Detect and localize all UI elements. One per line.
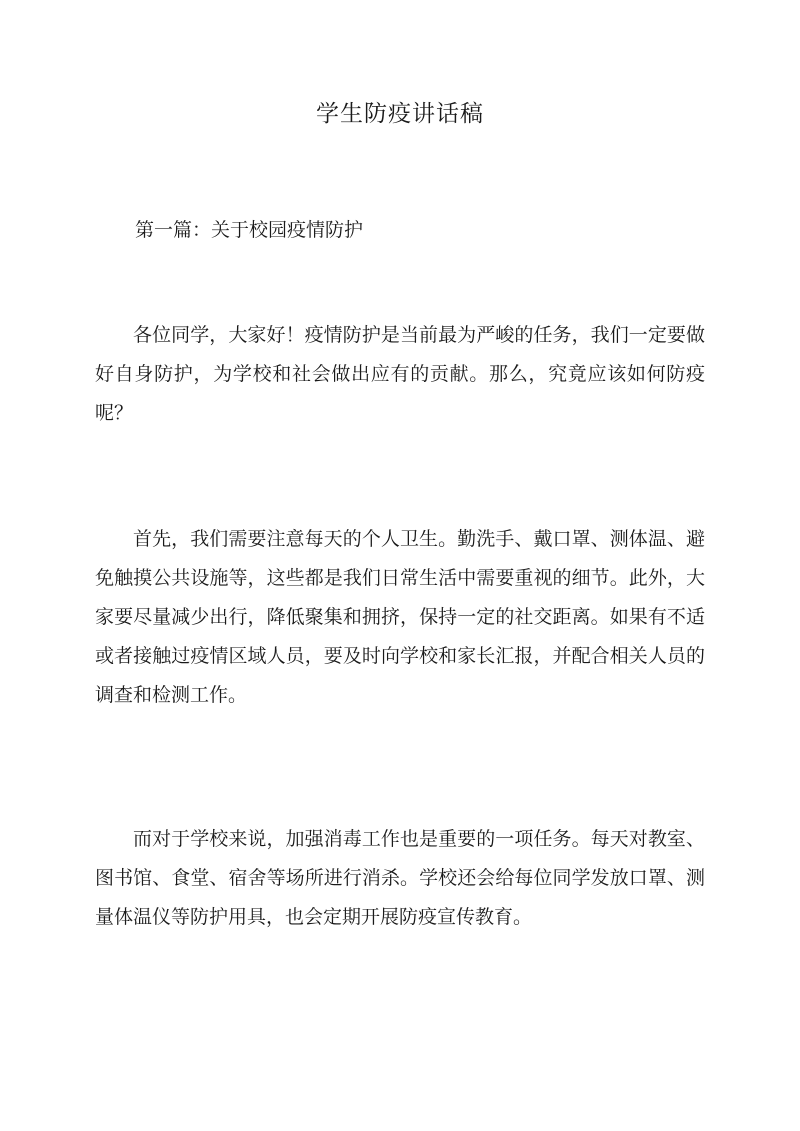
page-title: 学生防疫讲话稿 [316,101,484,127]
paragraph-personal-hygiene: 首先，我们需要注意每天的个人卫生。勤洗手、戴口罩、测体温、避免触摸公共设施等，这些都是我们日常生活中需要重视的细节。此外，大家要尽量减少出行，降低聚集和拥挤，保持一定的社交距离。如果有不适或者接触过疫情区域人员，要及时向学校和家长汇报，并配合相关人员的调查和检测工作。 [95,528,705,706]
paragraph-school-disinfection: 而对于学校来说，加强消毒工作也是重要的一项任务。每天对教室、图书馆、食堂、宿舍等场所进行消杀。学校还会给每位同学发放口罩、测量体温仪等防护用具，也会定期开展防疫宣传教育。 [95,828,705,928]
section-heading: 第一篇：关于校园疫情防护 [135,219,364,241]
paragraph-greeting: 各位同学，大家好！疫情防护是当前最为严峻的任务，我们一定要做好自身防护，为学校和社会做出应有的贡献。那么，究竟应该如何防疫呢？ [95,324,705,424]
